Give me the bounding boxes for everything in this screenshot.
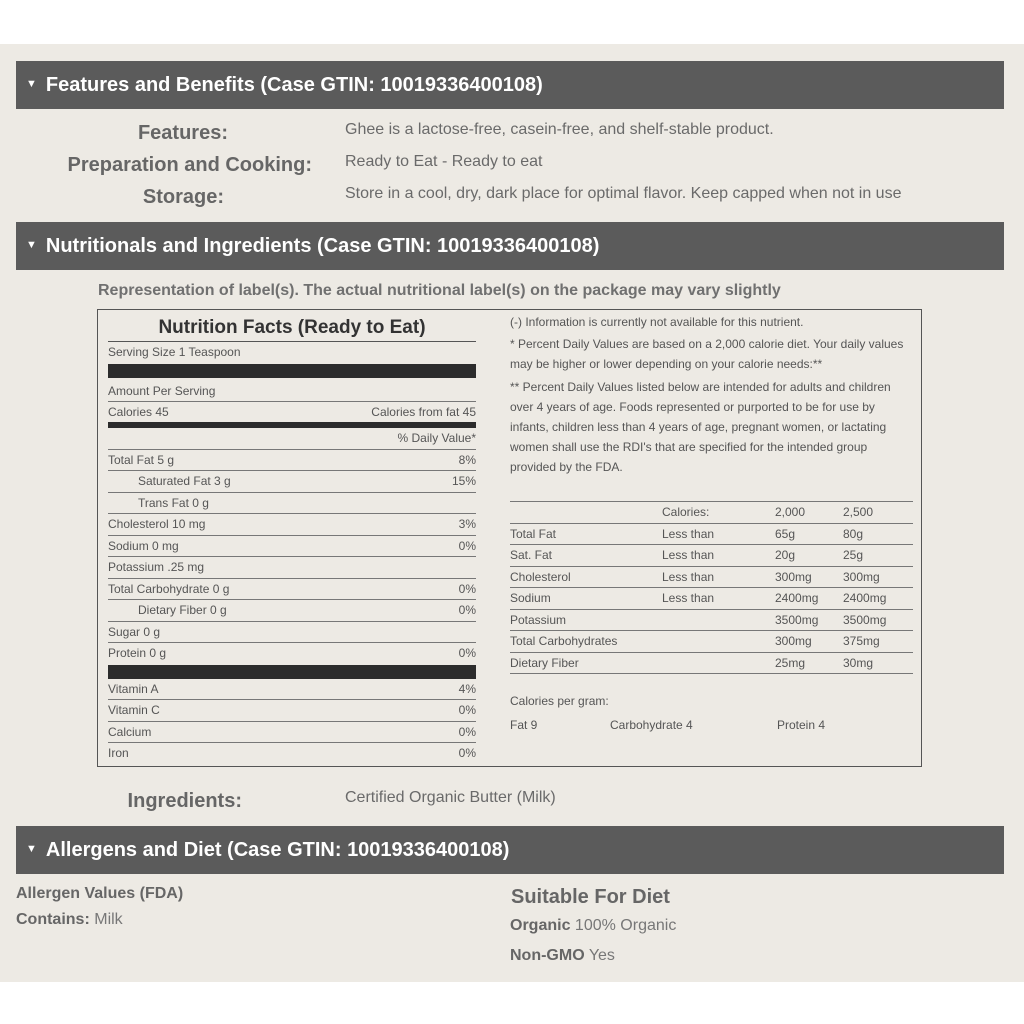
daily-value-header: % Daily Value* bbox=[108, 428, 476, 450]
vitamin-row: Vitamin A 4% bbox=[108, 679, 476, 701]
calories-row: Calories 45 Calories from fat 45 bbox=[108, 401, 476, 423]
ingredients-value: Certified Organic Butter (Milk) bbox=[345, 789, 556, 806]
nutrient-row: Total Fat 5 g 8% bbox=[108, 450, 476, 472]
nutrient-row: Total Carbohydrate 0 g 0% bbox=[108, 579, 476, 601]
caret-down-icon: ▼ bbox=[26, 239, 37, 251]
daily-values-row: Sat. Fat Less than 20g 25g bbox=[510, 545, 913, 567]
label-representation-note: Representation of label(s). The actual nutritional label(s) on the package may vary slightly bbox=[98, 282, 781, 299]
footnote-daily-values: * Percent Daily Values are based on a 2,000 calorie diet. Your daily values may be higher or lower depending on your calorie needs:** bbox=[510, 337, 904, 371]
storage-label: Storage: bbox=[142, 186, 224, 208]
amount-per-serving: Amount Per Serving bbox=[108, 383, 216, 398]
contains-value: Milk bbox=[94, 911, 123, 928]
nutrient-row: Sugar 0 g bbox=[108, 622, 476, 644]
nutritionals-section-header[interactable] bbox=[16, 222, 1004, 270]
suitable-for-diet-heading: Suitable For Diet bbox=[511, 886, 670, 908]
features-value: Ghee is a lactose-free, casein-free, and shelf-stable product. bbox=[345, 121, 774, 138]
nutrient-rows bbox=[108, 450, 476, 665]
daily-values-row: Cholesterol Less than 300mg 300mg bbox=[510, 566, 913, 588]
vitamin-row: Iron 0% bbox=[108, 746, 476, 760]
daily-values-row: Total Carbohydrates 300mg 375mg bbox=[510, 631, 913, 653]
ingredients-label: Ingredients: bbox=[127, 790, 242, 812]
protein-calories: Protein 4 bbox=[777, 718, 826, 732]
nutrition-divider bbox=[108, 364, 476, 378]
nutrient-row: Trans Fat 0 g bbox=[108, 493, 476, 515]
caret-down-icon: ▼ bbox=[26, 78, 37, 90]
calories-per-gram-label: Calories per gram: bbox=[510, 694, 609, 708]
carbohydrate-calories: Carbohydrate 4 bbox=[610, 718, 693, 732]
daily-values-row: Potassium 3500mg 3500mg bbox=[510, 609, 913, 631]
nutrient-row: Saturated Fat 3 g 15% bbox=[108, 471, 476, 493]
diet-value: 100% Organic bbox=[574, 917, 677, 934]
daily-values-table bbox=[510, 501, 913, 674]
caret-down-icon: ▼ bbox=[26, 843, 37, 855]
allergen-contains bbox=[16, 911, 123, 929]
daily-values-row: Dietary Fiber 25mg 30mg bbox=[510, 652, 913, 674]
diet-value: Yes bbox=[588, 947, 615, 964]
nutritionals-section-title: Nutritionals and Ingredients (Case GTIN: 10019336400108) bbox=[45, 234, 600, 257]
vitamin-row: Vitamin C 0% bbox=[108, 700, 476, 722]
diet-label: Organic bbox=[510, 917, 571, 934]
serving-size: Serving Size 1 Teaspoon bbox=[108, 345, 241, 359]
fat-calories: Fat 9 bbox=[510, 718, 538, 732]
vitamin-row: Calcium 0% bbox=[108, 722, 476, 744]
features-label: Features: bbox=[137, 122, 228, 144]
nutrient-row: Potassium .25 mg bbox=[108, 557, 476, 579]
features-section-title: Features and Benefits (Case GTIN: 10019336400108) bbox=[45, 73, 543, 96]
footnote-adults: ** Percent Daily Values listed below are intended for adults and children over 4 years of age. Foods represented or purported to be for use by infants, children less than 4 years of age, pregnant women, or lactating women shall use the RDI's that are specified for the intended group provided by the FDA. bbox=[510, 380, 891, 474]
nutrient-row: Cholesterol 10 mg 3% bbox=[108, 514, 476, 536]
diet-organic bbox=[510, 917, 676, 935]
nutrient-row: Sodium 0 mg 0% bbox=[108, 536, 476, 558]
diet-label: Non-GMO bbox=[510, 947, 585, 964]
daily-values-header-row: Calories: 2,000 2,500 bbox=[510, 502, 913, 524]
nutrition-facts-panel bbox=[108, 314, 476, 765]
preparation-label: Preparation and Cooking: bbox=[67, 154, 312, 176]
nutrition-footnotes bbox=[510, 312, 913, 477]
preparation-value: Ready to Eat - Ready to eat bbox=[345, 153, 543, 170]
nutrient-row: Dietary Fiber 0 g 0% bbox=[108, 600, 476, 622]
allergens-section-header[interactable] bbox=[16, 826, 1004, 874]
diet-non-gmo bbox=[510, 947, 615, 965]
nutrition-label bbox=[97, 309, 922, 767]
allergens-section-title: Allergens and Diet (Case GTIN: 10019336400108) bbox=[45, 838, 510, 861]
nutrient-row: Protein 0 g 0% bbox=[108, 646, 476, 660]
daily-values-row: Sodium Less than 2400mg 2400mg bbox=[510, 588, 913, 610]
allergen-values-heading: Allergen Values (FDA) bbox=[16, 885, 184, 902]
storage-value: Store in a cool, dry, dark place for optimal flavor. Keep capped when not in use bbox=[345, 185, 902, 202]
features-section-header[interactable] bbox=[16, 61, 1004, 109]
footnote-unavailable: (-) Information is currently not available for this nutrient. bbox=[510, 315, 804, 329]
daily-values-row: Total Fat Less than 65g 80g bbox=[510, 523, 913, 545]
contains-label: Contains: bbox=[16, 911, 90, 928]
nutrition-divider bbox=[108, 665, 476, 679]
nutrition-facts-title: Nutrition Facts (Ready to Eat) bbox=[108, 314, 476, 342]
